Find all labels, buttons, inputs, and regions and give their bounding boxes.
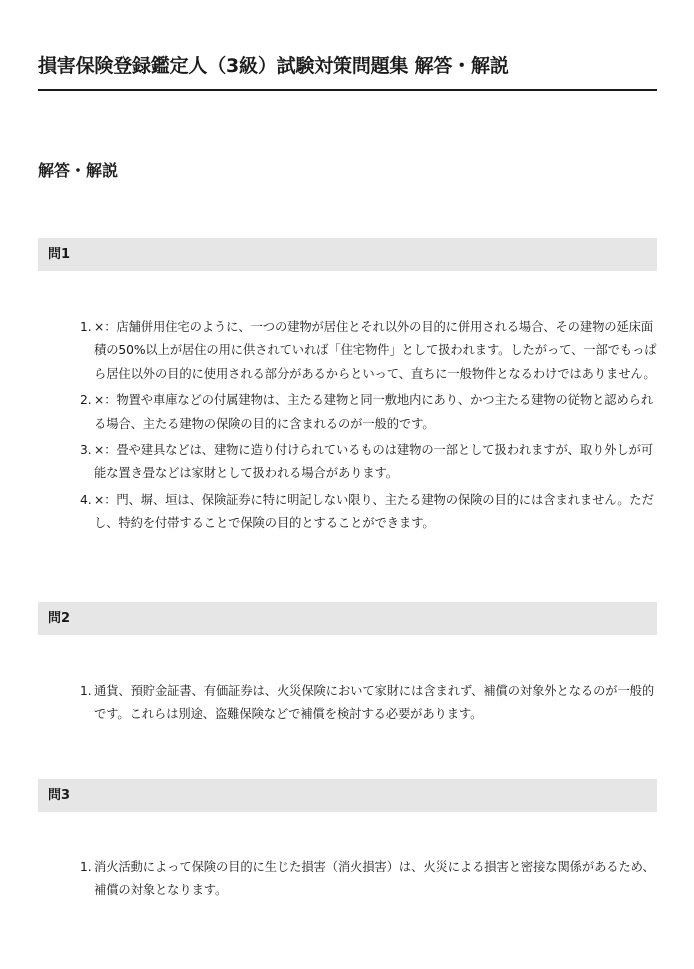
- list-item-text: ×：畳や建具などは、建物に造り付けられているものは建物の一部として扱われますが、取り外しが可能な置き畳などは家財として扱われる場合があります。: [94, 443, 654, 481]
- question-3-header: [38, 779, 657, 812]
- list-item-number: 1.: [80, 684, 92, 698]
- question-2-answers: [80, 680, 658, 727]
- list-item: [80, 439, 658, 486]
- list-item-text: ×：門、塀、垣は、保険証券に特に明記しない限り、主たる建物の保険の目的には含まれません。ただし、特約を付帯することで保険の目的とすることができます。: [94, 492, 654, 531]
- list-item-number: 2.: [80, 393, 92, 408]
- list-item: [80, 389, 658, 436]
- list-item-number: 1.: [80, 320, 92, 334]
- question-1-answers: [80, 316, 658, 536]
- list-item-number: 1.: [80, 860, 92, 874]
- list-item: [80, 316, 658, 386]
- question-1-header: [38, 238, 657, 271]
- list-item-text: 消火活動によって保険の目的に生じた損害（消火損害）は、火災による損害と密接な関係があるため、補償の対象となります。: [94, 860, 655, 898]
- section-heading: 解答・解説: [38, 161, 119, 180]
- list-item-text: ×：物置や車庫などの付属建物は、主たる建物と同一敷地内にあり、かつ主たる建物の従物と認められる場合、主たる建物の保険の目的に含まれるのが一般的です。: [94, 393, 654, 431]
- list-item: [80, 680, 658, 727]
- list-item: [80, 489, 658, 536]
- question-3-answers: [80, 856, 658, 903]
- question-3-label: 問3: [48, 788, 71, 803]
- list-item: [80, 856, 658, 903]
- title-divider: [38, 89, 657, 91]
- question-1-label: 問1: [48, 247, 71, 262]
- list-item-number: 3.: [80, 443, 92, 458]
- question-2-label: 問2: [48, 611, 71, 626]
- document-title: 損害保険登録鑑定人（3級）試験対策問題集 解答・解説: [38, 55, 509, 77]
- list-item-text: ×：店舗併用住宅のように、一つの建物が居住とそれ以外の目的に併用される場合、その建物の延床面積の50%以上が居住の用に供されていれば「住宅物件」として扱われます。したがって、一部でもっぱら居住以外の目的に使用される部分があるからといって、直ちに一般物件となるわけではありません。: [94, 320, 657, 381]
- list-item-text: 通貨、預貯金証書、有価証券は、火災保険において家財には含まれず、補償の対象外となるのが一般的です。これらは別途、盗難保険などで補償を検討する必要があります。: [94, 684, 655, 722]
- list-item-number: 4.: [80, 492, 92, 507]
- question-2-header: [38, 602, 657, 635]
